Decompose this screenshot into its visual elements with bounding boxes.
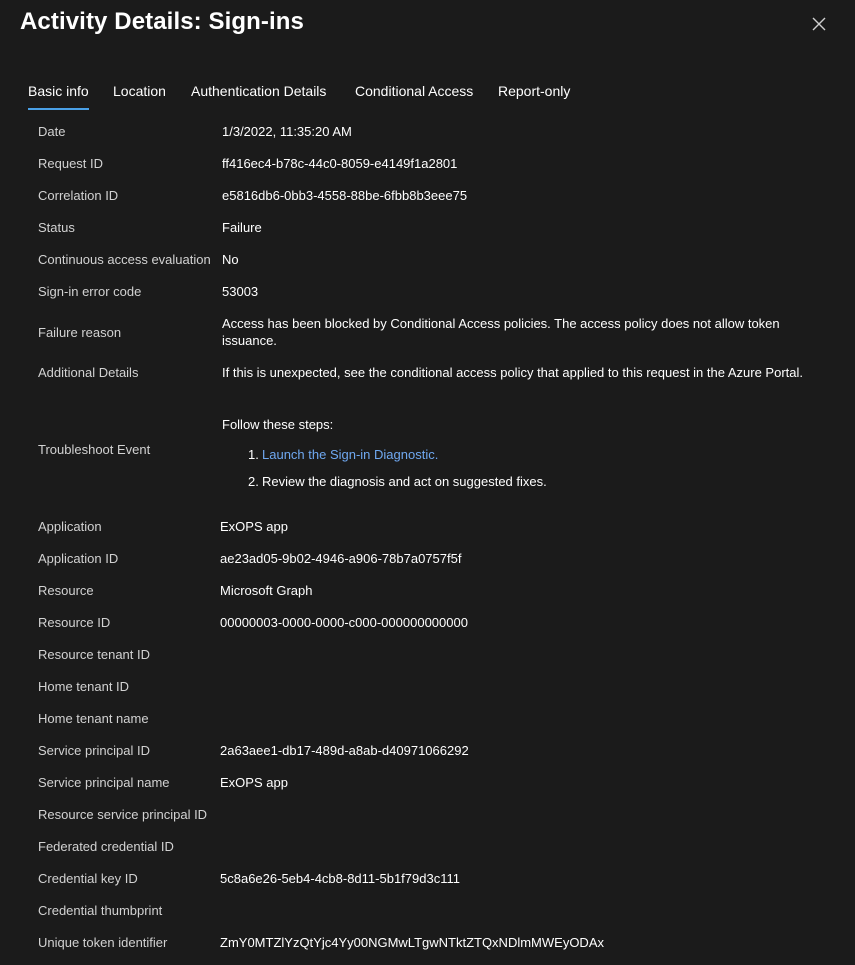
field-label: Credential key ID <box>38 871 138 886</box>
step-text: Review the diagnosis and act on suggested fixes. <box>262 474 547 489</box>
field-value: 00000003-0000-0000-c000-000000000000 <box>220 615 468 630</box>
troubleshoot-intro: Follow these steps: <box>222 417 334 432</box>
field-label: Service principal ID <box>38 743 150 758</box>
field-label: Failure reason <box>38 325 122 340</box>
field-label: Continuous access evaluation <box>38 252 211 267</box>
tab-basic-info[interactable]: Basic info <box>28 83 89 99</box>
field-value: ae23ad05-9b02-4946-a906-78b7a0757f5f <box>220 551 462 566</box>
field-label: Home tenant ID <box>38 679 130 694</box>
tab-report-only[interactable]: Report-only <box>498 83 571 99</box>
field-label: Unique token identifier <box>38 935 168 950</box>
field-value: 5c8a6e26-5eb4-4cb8-8d11-5b1f79d3c111 <box>220 871 460 886</box>
field-value: ExOPS app <box>220 519 288 534</box>
field-value: If this is unexpected, see the conditional access policy that applied to this request in the Azure Portal. <box>222 365 804 380</box>
panel-title: Activity Details: Sign-ins <box>20 8 304 35</box>
field-label: Service principal name <box>38 775 170 790</box>
field-label: Resource <box>38 583 94 598</box>
step-number: 2. <box>248 474 259 489</box>
field-label: Correlation ID <box>38 188 119 203</box>
field-label: Home tenant name <box>38 711 149 726</box>
field-label: Request ID <box>38 156 104 171</box>
field-value: ff416ec4-b78c-44c0-8059-e4149f1a2801 <box>222 156 458 171</box>
field-label: Additional Details <box>38 365 139 380</box>
field-value: 2a63aee1-db17-489d-a8ab-d40971066292 <box>220 743 469 758</box>
field-label: Resource tenant ID <box>38 647 151 662</box>
field-label: Date <box>38 124 66 139</box>
tab-conditional-access[interactable]: Conditional Access <box>355 83 474 99</box>
sign-in-diagnostic-link[interactable]: Launch the Sign-in Diagnostic. <box>262 447 439 462</box>
field-label: Application ID <box>38 551 119 566</box>
field-label: Troubleshoot Event <box>38 442 151 457</box>
field-label: Application <box>38 519 102 534</box>
field-label: Sign-in error code <box>38 284 142 299</box>
field-label: Resource service principal ID <box>38 807 208 822</box>
field-label: Resource ID <box>38 615 111 630</box>
field-value: 53003 <box>222 284 259 299</box>
field-value: ExOPS app <box>220 775 288 790</box>
close-button[interactable] <box>808 13 830 35</box>
step-number: 1. <box>248 447 259 462</box>
field-label: Federated credential ID <box>38 839 174 854</box>
close-icon <box>808 13 830 35</box>
field-value: Access has been blocked by Conditional Access policies. The access policy does not allow token issuance. <box>222 316 780 348</box>
status-value: Failure <box>222 220 262 235</box>
field-value: No <box>222 252 239 267</box>
tab-authentication-details[interactable]: Authentication Details <box>191 83 327 99</box>
field-label: Credential thumbprint <box>38 903 163 918</box>
field-value: Microsoft Graph <box>220 583 313 598</box>
field-label: Status <box>38 220 75 235</box>
field-value: 1/3/2022, 11:35:20 AM <box>222 124 352 139</box>
field-value: ZmY0MTZlYzQtYjc4Yy00NGMwLTgwNTktZTQxNDlmMWEyODAx <box>220 935 604 950</box>
tab-location[interactable]: Location <box>113 83 166 99</box>
field-value: e5816db6-0bb3-4558-88be-6fbb8b3eee75 <box>222 188 468 203</box>
